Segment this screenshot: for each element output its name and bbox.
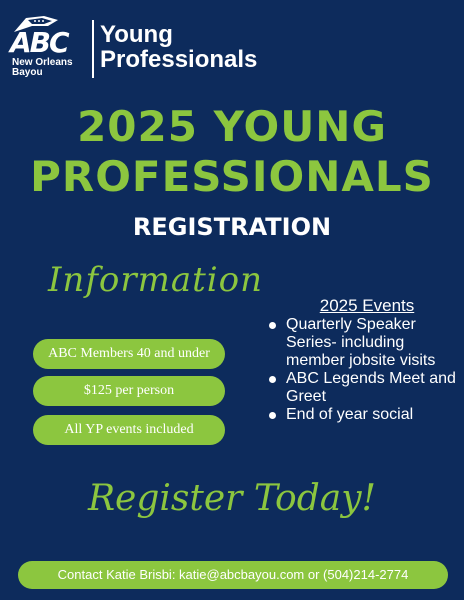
info-pill-price: $125 per person xyxy=(33,376,225,406)
chapter-line-2: Bayou xyxy=(12,67,43,78)
register-today-heading: Register Today! xyxy=(87,478,377,519)
bullet-icon xyxy=(269,376,276,383)
event-item xyxy=(266,370,460,406)
events-heading: 2025 Events xyxy=(319,296,415,315)
information-heading: Information xyxy=(48,260,264,300)
bullet-icon xyxy=(269,412,276,419)
yp-line-1: Young xyxy=(100,21,173,48)
event-text: ABC Legends Meet and Greet xyxy=(286,370,456,405)
abc-wordmark: ABC xyxy=(10,26,68,59)
bullet-icon xyxy=(269,322,276,329)
event-item xyxy=(266,316,460,370)
chapter-line-1: New Orleans xyxy=(12,57,73,68)
event-text: Quarterly Speaker Series- including member jobsite visits xyxy=(286,316,436,369)
yp-line-2: Professionals xyxy=(100,46,258,73)
event-text: End of year social xyxy=(286,406,414,423)
info-pill-events-included: All YP events included xyxy=(33,415,225,445)
main-title-line-1: 2025 YOUNG xyxy=(77,102,387,151)
abc-logo xyxy=(8,14,278,82)
event-item xyxy=(266,406,460,424)
abc-flag-mark xyxy=(8,14,88,82)
events-list xyxy=(266,316,460,424)
main-title-line-2: PROFESSIONALS xyxy=(30,152,434,201)
chapter-name xyxy=(12,58,92,78)
contact-bar: Contact Katie Brisbi: katie@abcbayou.com or (504)214-2774 xyxy=(18,561,448,589)
young-professionals-wordmark xyxy=(100,22,257,72)
registration-subtitle: REGISTRATION xyxy=(132,213,332,241)
logo-divider xyxy=(92,20,94,78)
events-section xyxy=(266,296,460,424)
info-pill-members: ABC Members 40 and under xyxy=(33,339,225,369)
